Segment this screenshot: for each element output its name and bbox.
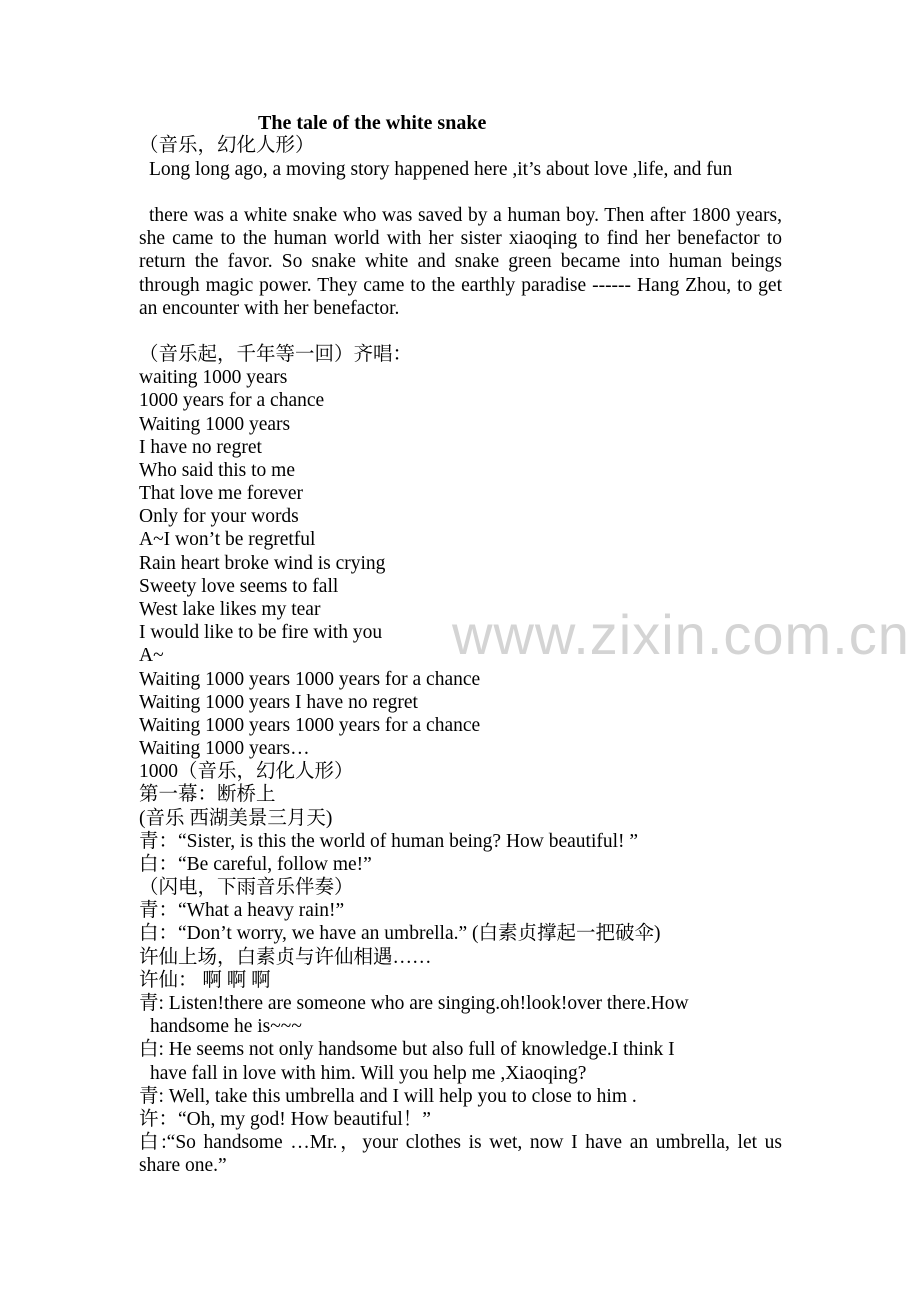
dialogue-line: 许：“Oh, my god! How beautiful！”: [139, 1109, 431, 1130]
song-line: Rain heart broke wind is crying: [139, 553, 386, 574]
dialogue-line-continuation: handsome he is~~~: [150, 1016, 302, 1037]
song-note: （音乐起，千年等一回）齐唱：: [139, 344, 413, 365]
song-line: Waiting 1000 years: [139, 414, 291, 435]
song-line: I would like to be fire with you: [139, 622, 383, 643]
song-line: 1000 years for a chance: [139, 390, 325, 411]
song-line: 1000（音乐，幻化人形）: [139, 761, 354, 782]
song-line: That love me forever: [139, 483, 304, 504]
song-line: Waiting 1000 years 1000 years for a chance: [139, 715, 481, 736]
song-line: West lake likes my tear: [139, 599, 321, 620]
document-title: The tale of the white snake: [258, 112, 487, 134]
dialogue-line: 青：“Sister, is this the world of human being? How beautiful! ”: [139, 831, 639, 852]
intro-paragraph-1: Long long ago, a moving story happened here ,it’s about love ,life, and fun: [149, 159, 733, 180]
song-line: Who said this to me: [139, 460, 295, 481]
dialogue-line: 青：“What a heavy rain!”: [139, 900, 345, 921]
stage-direction: 许仙上场，白素贞与许仙相遇……: [139, 947, 432, 968]
dialogue-line: 青: Well, take this umbrella and I will help you to close to him .: [139, 1086, 637, 1107]
song-line: I have no regret: [139, 437, 262, 458]
song-line: Waiting 1000 years…: [139, 738, 310, 759]
scene-music-note: (音乐 西湖美景三月天): [139, 808, 333, 829]
song-line: Waiting 1000 years I have no regret: [139, 692, 418, 713]
stage-direction: （闪电，下雨音乐伴奏）: [139, 877, 354, 898]
dialogue-line: 白: He seems not only handsome but also full of knowledge.I think I: [139, 1039, 675, 1060]
dialogue-paragraph: 白:“So handsome …Mr.，your clothes is wet, now I have an umbrella, let us share one.”: [139, 1132, 782, 1177]
dialogue-line: 白：“Be careful, follow me!”: [139, 854, 372, 875]
song-line: Waiting 1000 years 1000 years for a chance: [139, 669, 481, 690]
watermark: www.zixin.com.cn: [452, 603, 910, 666]
dialogue-line-continuation: have fall in love with him. Will you help me ,Xiaoqing?: [150, 1063, 587, 1084]
scene-heading: 第一幕：断桥上: [139, 784, 276, 805]
intro-paragraph-2: there was a white snake who was saved by a human boy. Then after 1800 years, she came to the human world with her sister xiaoqing to find her benefactor to return the favor. So snake white and snake green became into human beings through magic power. They came to the earthly paradise ------ Hang Zhou, to get an encounter with her benefactor.: [139, 205, 782, 319]
song-line: waiting 1000 years: [139, 367, 288, 388]
song-line: Only for your words: [139, 506, 299, 527]
song-line: A~I won’t be regretful: [139, 529, 316, 550]
song-line: A~: [139, 645, 164, 666]
song-line: Sweety love seems to fall: [139, 576, 339, 597]
dialogue-line: 白：“Don’t worry, we have an umbrella.” (白素贞撑起一把破伞): [139, 923, 661, 944]
intro-note: （音乐，幻化人形）: [139, 135, 315, 156]
dialogue-line: 青: Listen!there are someone who are singing.oh!look!over there.How: [139, 993, 689, 1014]
dialogue-line: 许仙： 啊 啊 啊: [139, 970, 271, 991]
